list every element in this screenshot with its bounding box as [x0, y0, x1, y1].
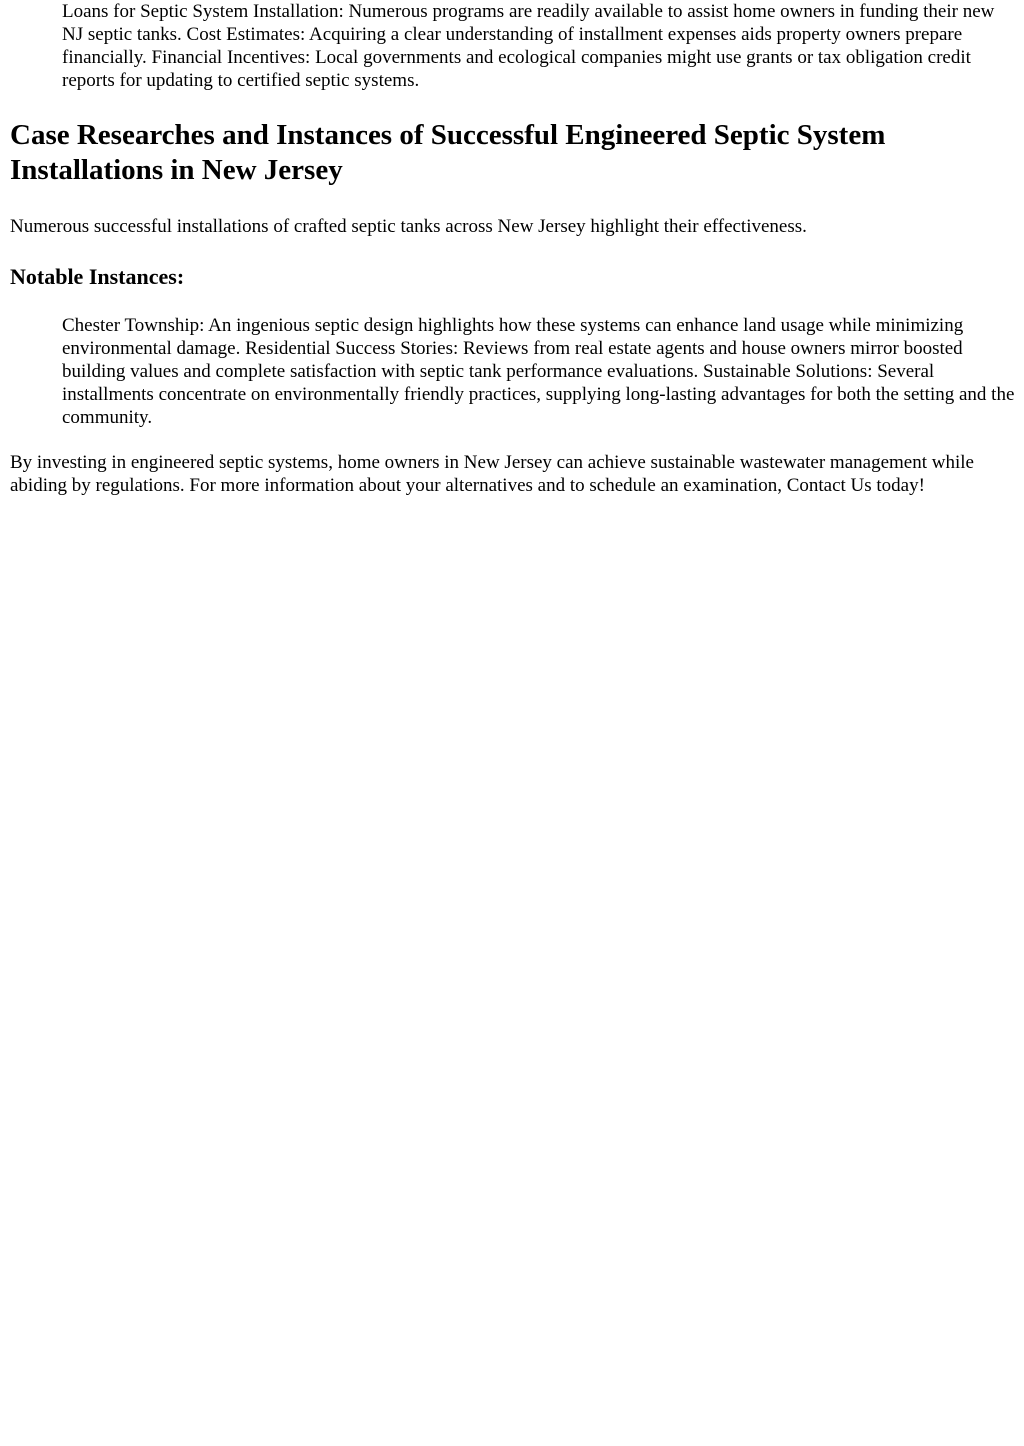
financing-options-block: Loans for Septic System Installation: Numerous programs are readily available to assist home owners in funding their new NJ septic tanks. Cost Estimates: Acquiring a clear understanding of installment expenses aids property owners prepare financially. Financial Incentives: Local governments and ecological companies might use grants or tax obligation credit reports for updating to certified septic systems. [62, 1, 995, 91]
document-page [0, 0, 1024, 497]
case-studies-intro: Numerous successful installations of crafted septic tanks across New Jersey highlight their effectiveness. [10, 216, 807, 237]
notable-instances-block: Chester Township: An ingenious septic design highlights how these systems can enhance land usage while minimizing environmental damage. Residential Success Stories: Reviews from real estate agents and house owners mirror boosted building values and complete satisfaction with septic tank performance evaluations. Sustainable Solutions: Several installments concentrate on environmentally friendly practices, supplying long-lasting advantages for both the setting and the community. [62, 315, 1015, 428]
case-studies-heading: Case Researches and Instances of Successful Engineered Septic System Installations in New Jersey [10, 119, 886, 186]
closing-paragraph: By investing in engineered septic systems, home owners in New Jersey can achieve sustainable wastewater management while abiding by regulations. For more information about your alternatives and to schedule an examination, Contact Us today! [10, 452, 974, 496]
notable-instances-heading: Notable Instances: [10, 264, 185, 289]
